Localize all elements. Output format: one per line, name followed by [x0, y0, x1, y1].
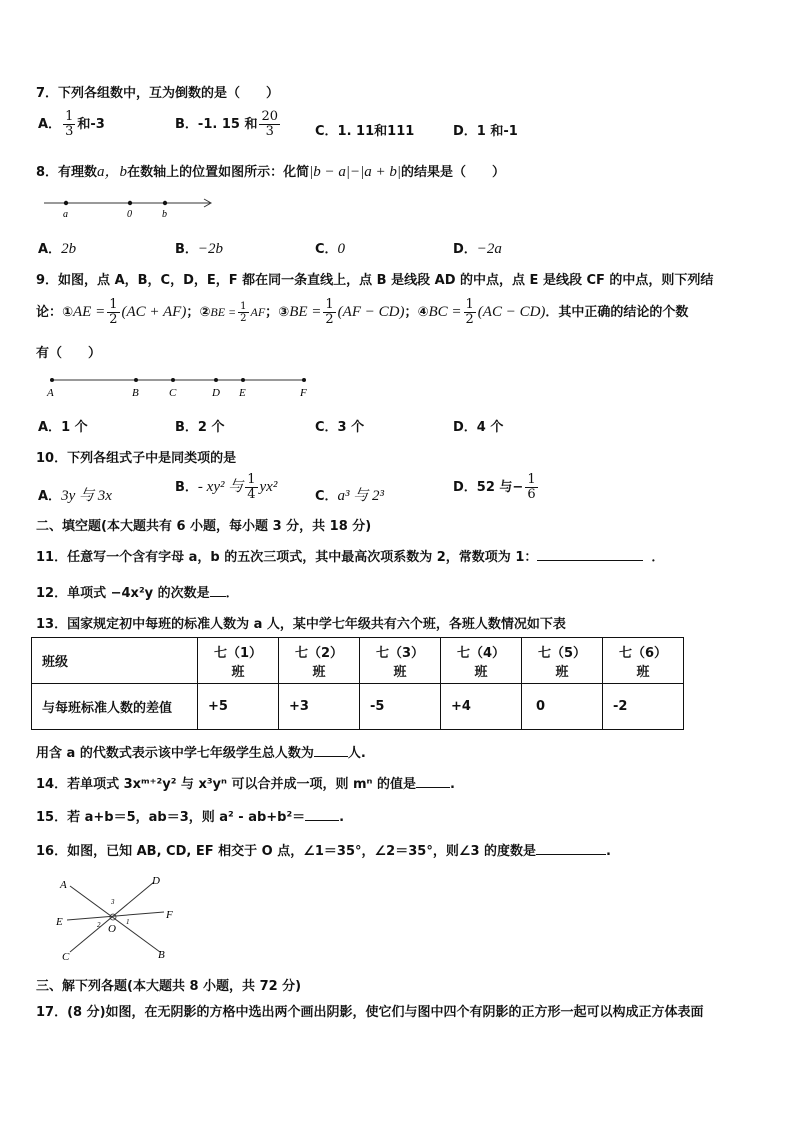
q8-label-0: 0 — [127, 209, 132, 220]
svg-text:E: E — [56, 916, 63, 928]
q9-segment-figure — [40, 372, 320, 400]
q7-option-a: A． $\frac{1}{3}$ 和-3 — [38, 109, 105, 139]
q16-blank — [536, 854, 606, 855]
section-2-heading: 二、填空题(本大题共有 6 小题，每小题 3 分，共 18 分) — [36, 519, 372, 534]
svg-text:B: B — [132, 387, 139, 399]
q9-stem-line3: 有（ ） — [36, 346, 102, 361]
q8-label-a: a — [63, 209, 68, 220]
q11-stem: 11．任意写一个含有字母 a，b 的五次三项式，其中最高次项系数为 2，常数项为 1： ． — [36, 550, 665, 565]
svg-text:F: F — [166, 909, 173, 921]
q8-number-line — [38, 194, 218, 220]
q13-blank — [314, 756, 348, 757]
q8-stem: 8．有理数a，b在数轴上的位置如图所示：化简|b − a|−|a + b|的结果是（ ） — [36, 164, 505, 180]
q8-option-a: A．2b — [38, 241, 77, 257]
q16-angle-figure — [52, 872, 184, 962]
q10-stem: 10．下列各组式子中是同类项的是 — [36, 451, 237, 466]
svg-text:E: E — [239, 387, 246, 399]
svg-text:2: 2 — [97, 921, 101, 929]
svg-text:3: 3 — [111, 898, 115, 906]
svg-text:O: O — [108, 923, 116, 935]
q9-option-b: B．2 个 — [175, 420, 225, 435]
q7-option-c: C．1. 11和111 — [315, 124, 415, 139]
svg-text:F: F — [300, 387, 307, 399]
q13-answer-line: 用含 a 的代数式表示该中学七年级学生总人数为 人. — [36, 746, 366, 761]
section-3-heading: 三、解下列各题(本大题共 8 小题，共 72 分) — [36, 979, 302, 994]
q14-stem: 14．若单项式 3xᵐ⁺²y² 与 x³yⁿ 可以合并成一项，则 mⁿ 的值是 . — [36, 777, 455, 792]
svg-text:A: A — [60, 879, 67, 891]
q10-option-a: A．3y 与 3x — [38, 488, 112, 504]
q15-blank — [305, 820, 339, 821]
svg-text:C: C — [169, 387, 177, 399]
q12-blank — [210, 596, 226, 597]
q10-option-c: C．a³ 与 2³ — [315, 488, 385, 504]
q12-stem: 12．单项式 −4x²y 的次数是 ． — [36, 586, 239, 601]
q8-option-b: B．−2b — [175, 241, 224, 257]
svg-text:A: A — [47, 387, 54, 399]
svg-text:1: 1 — [126, 918, 130, 926]
q10-option-d: D．52 与− $\frac{1}{6}$ — [453, 472, 536, 502]
q9-stem-line1: 9．如图，点 A，B，C，D，E，F 都在同一条直线上，点 B 是线段 AD 的中点，点 E 是线段 CF 的中点，则下列结 — [36, 273, 714, 288]
q13-stem: 13．国家规定初中每班的标准人数为 a 人，某中学七年级共有六个班，各班人数情况如下表 — [36, 617, 566, 632]
q9-stem-line2: 论：①AE = $\frac{1}{2}$ (AC + AF)；②BE = $\frac{1}{2}$ AF；③BE = $\frac{1}{2}$ (AF − CD)；④BC = $\frac{1}{2}$ (AC − CD)．其中正确的结论的个数 — [36, 297, 689, 327]
table-row: 与每班标准人数的差值 +5 +3 -5 +4 0 -2 — [32, 684, 684, 730]
q8-option-c: C．0 — [315, 241, 346, 257]
q11-blank — [537, 560, 643, 561]
q10-option-b: B．- xy² 与 $\frac{1}{4}$ yx² — [175, 472, 278, 502]
q7-option-b: B．-1. 15 和 $\frac{20}{3}$ — [175, 109, 278, 139]
q16-stem: 16．如图，已知 AB, CD, EF 相交于 O 点，∠1＝35°，∠2＝35°，则∠3 的度数是 . — [36, 844, 611, 859]
q8-option-d: D．−2a — [453, 241, 502, 257]
q7-option-d: D．1 和-1 — [453, 124, 518, 139]
svg-text:D: D — [212, 387, 220, 399]
q14-blank — [416, 787, 450, 788]
class-difference-table — [31, 637, 684, 730]
q15-stem: 15．若 a+b＝5，ab＝3，则 a² - ab+b²＝ . — [36, 810, 345, 825]
table-header-row: 班级 七（1）班 七（2）班 七（3）班 七（4）班 七（5）班 七（6）班 — [32, 638, 684, 684]
q8-label-b: b — [162, 209, 167, 220]
svg-text:B: B — [158, 949, 165, 961]
q9-option-d: D．4 个 — [453, 420, 504, 435]
svg-text:D: D — [152, 875, 160, 887]
svg-text:C: C — [62, 951, 70, 962]
q9-option-a: A．1 个 — [38, 420, 88, 435]
q7-stem: 7．下列各组数中，互为倒数的是（ ） — [36, 86, 280, 101]
q9-option-c: C．3 个 — [315, 420, 365, 435]
q17-stem: 17．(8 分)如图，在无阴影的方格中选出两个画出阴影，使它们与图中四个有阴影的正方形一起可以构成正方体表面 — [36, 1005, 704, 1020]
